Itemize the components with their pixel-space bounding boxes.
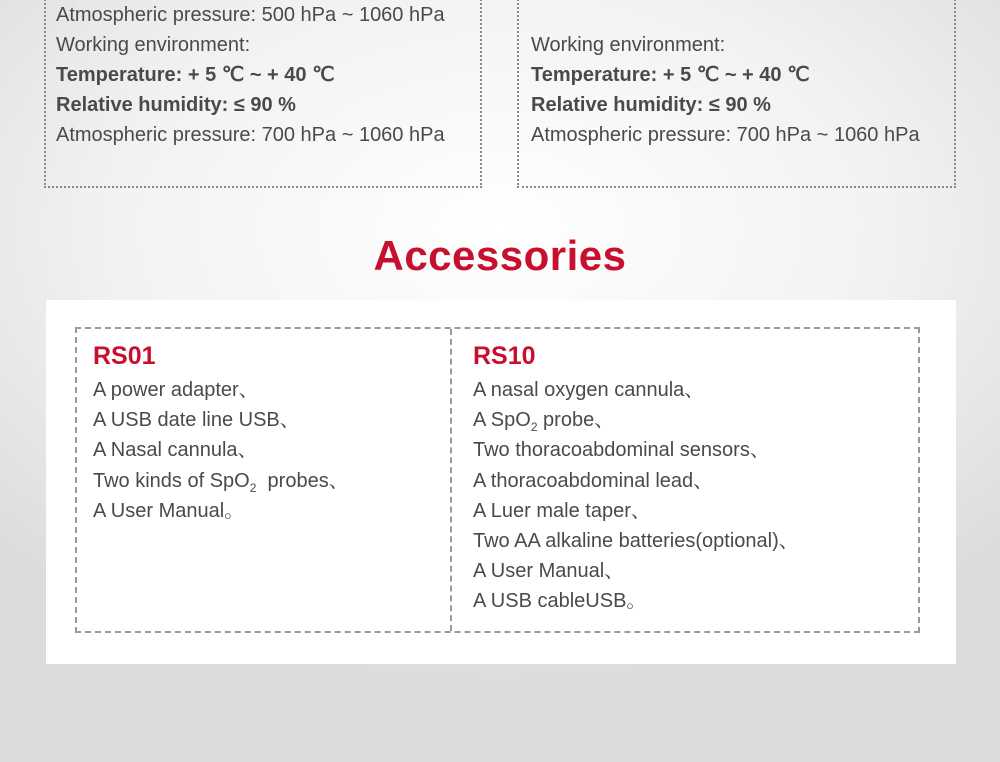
item-text: probe、 xyxy=(537,409,615,432)
accessory-item: A thoracoabdominal lead、 xyxy=(473,469,714,492)
item-text: A SpO xyxy=(473,409,531,432)
spec-line: Atmospheric pressure: 700 hPa ~ 1060 hPa xyxy=(531,124,920,146)
accessory-item: A User Manual、 xyxy=(473,560,625,583)
spec-line: Working environment: xyxy=(56,34,251,56)
spec-line: Temperature: + 5 ℃ ~ + 40 ℃ xyxy=(56,64,335,86)
accessories-column-rs10 xyxy=(452,329,918,631)
accessory-item: A User Manual。 xyxy=(93,499,245,522)
item-text: Two kinds of SpO xyxy=(93,469,250,492)
accessory-item: Two AA alkaline batteries(optional)、 xyxy=(473,529,799,552)
subscript: 2 xyxy=(249,480,257,495)
accessory-item: A power adapter、 xyxy=(93,379,259,401)
accessory-item: A Nasal cannula、 xyxy=(93,439,258,462)
spec-box-right xyxy=(517,0,956,188)
accessory-item: A Luer male taper、 xyxy=(473,499,651,522)
spec-line: Temperature: + 5 ℃ ~ + 40 ℃ xyxy=(531,64,810,86)
model-heading: RS01 xyxy=(93,342,156,370)
spec-line xyxy=(531,0,954,30)
spec-line: Atmospheric pressure: 700 hPa ~ 1060 hPa xyxy=(56,124,445,146)
accessories-panel xyxy=(46,300,956,664)
accessory-item xyxy=(93,466,450,496)
spec-line: Relative humidity: ≤ 90 % xyxy=(56,94,296,116)
spec-line: Atmospheric pressure: 500 hPa ~ 1060 hPa xyxy=(56,4,445,26)
accessories-table xyxy=(75,327,920,633)
spec-line: Relative humidity: ≤ 90 % xyxy=(531,94,771,116)
subscript: 2 xyxy=(530,420,538,435)
item-text: probes、 xyxy=(256,469,349,492)
accessory-item xyxy=(473,405,918,435)
section-title: Accessories xyxy=(373,232,627,279)
accessories-column-rs01 xyxy=(77,329,452,631)
accessory-item: A nasal oxygen cannula、 xyxy=(473,379,705,401)
spec-line: Working environment: xyxy=(531,34,726,56)
model-heading: RS10 xyxy=(473,342,536,370)
accessory-item: A USB date line USB、 xyxy=(93,409,300,432)
spec-box-left xyxy=(44,0,482,188)
accessory-item: Two thoracoabdominal sensors、 xyxy=(473,439,770,462)
accessory-item: A USB cableUSB。 xyxy=(473,590,647,613)
